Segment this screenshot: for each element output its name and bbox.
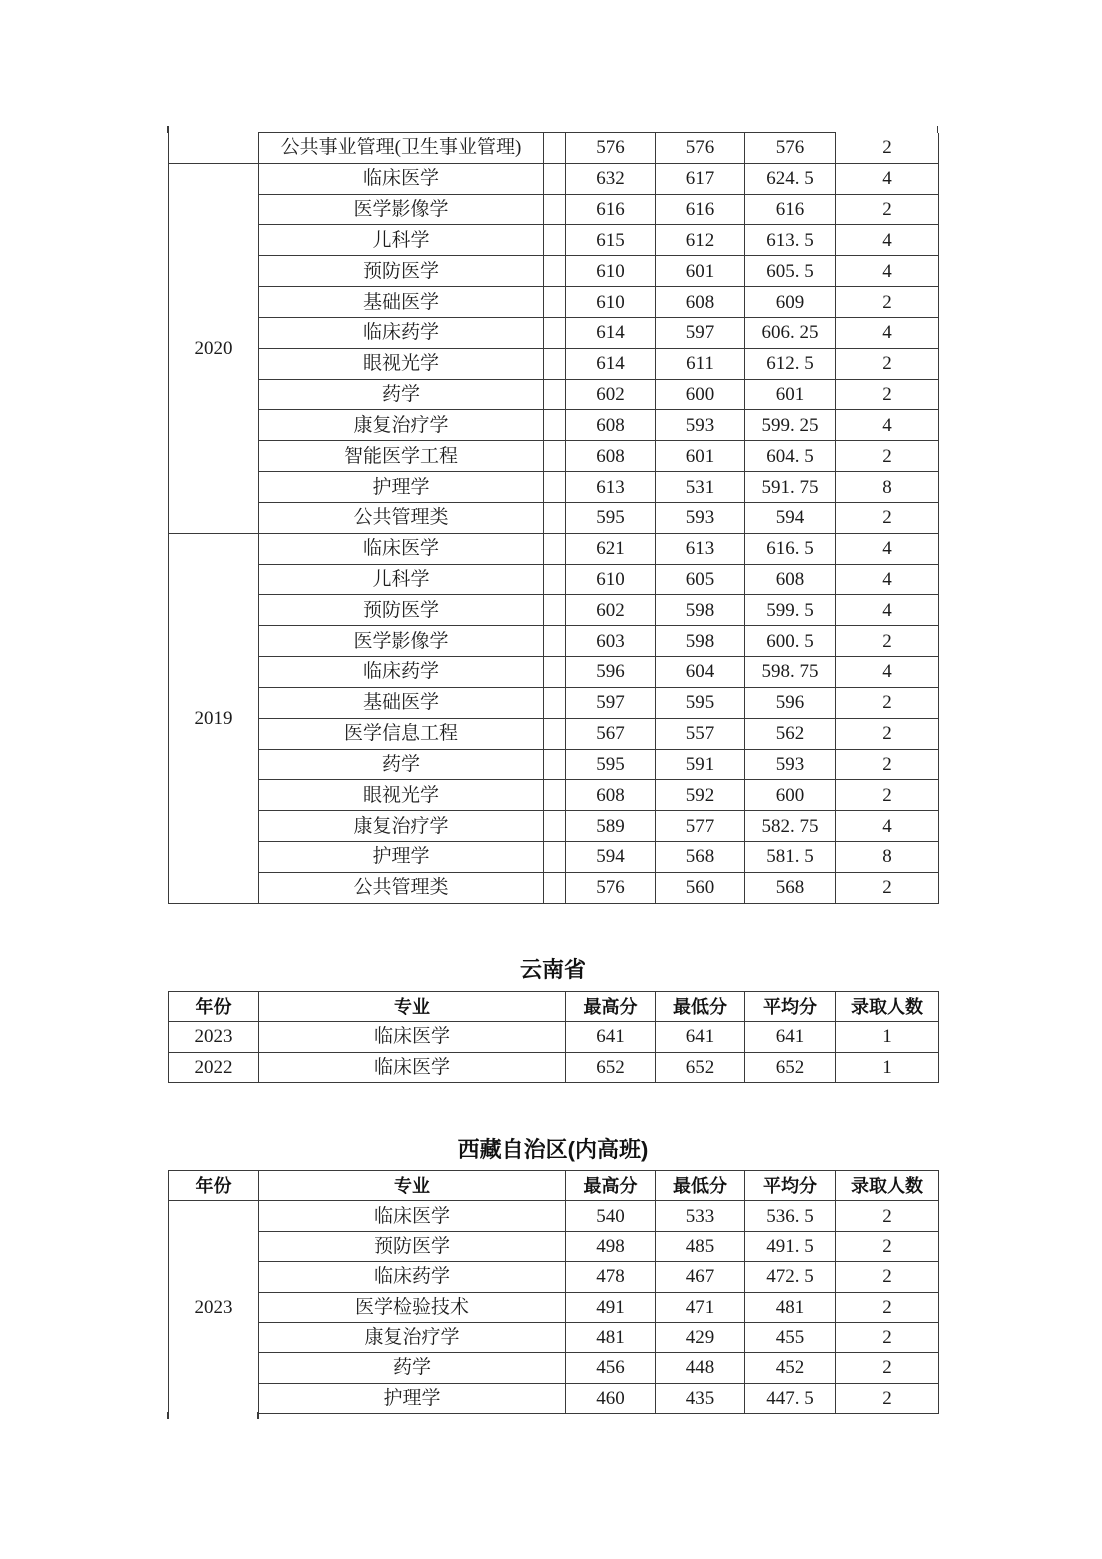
cell-avg-score: 594	[745, 502, 836, 533]
cell-min-score: 605	[656, 564, 745, 595]
spacer-cell	[544, 472, 566, 503]
cell-count: 4	[836, 256, 939, 287]
cell-max-score: 613	[566, 472, 656, 503]
table-row	[169, 410, 939, 441]
table-row	[169, 872, 939, 903]
cell-major: 临床医学	[259, 1201, 566, 1231]
cell-max-score: 614	[566, 348, 656, 379]
cell-major: 公共事业管理(卫生事业管理)	[259, 133, 544, 164]
cell-count: 2	[836, 194, 939, 225]
page-break-border-stub	[167, 1412, 169, 1419]
cell-max-score: 610	[566, 564, 656, 595]
cell-major: 医学信息工程	[259, 718, 544, 749]
cell-major: 康复治疗学	[259, 811, 544, 842]
cell-major: 临床医学	[259, 1052, 566, 1082]
column-header: 年份	[169, 992, 259, 1022]
table-row	[169, 626, 939, 657]
cell-major: 眼视光学	[259, 780, 544, 811]
cell-min-score: 641	[656, 1022, 745, 1052]
cell-avg-score: 612. 5	[745, 348, 836, 379]
cell-min-score: 598	[656, 626, 745, 657]
cell-major: 儿科学	[259, 564, 544, 595]
cell-avg-score: 472. 5	[745, 1262, 836, 1292]
cell-min-score: 604	[656, 657, 745, 688]
cell-major: 眼视光学	[259, 348, 544, 379]
header-row	[169, 992, 939, 1022]
cell-avg-score: 613. 5	[745, 225, 836, 256]
yunnan-scores-table	[168, 991, 939, 1083]
spacer-cell	[544, 842, 566, 873]
table-row	[169, 1353, 939, 1383]
scores-table	[168, 991, 939, 1083]
cell-count: 2	[836, 133, 939, 164]
cell-max-score: 610	[566, 256, 656, 287]
cell-min-score: 448	[656, 1353, 745, 1383]
cell-max-score: 576	[566, 872, 656, 903]
cell-min-score: 595	[656, 687, 745, 718]
table-row	[169, 379, 939, 410]
column-header: 平均分	[745, 992, 836, 1022]
cell-count: 4	[836, 163, 939, 194]
spacer-cell	[544, 194, 566, 225]
cell-count: 2	[836, 379, 939, 410]
cell-min-score: 435	[656, 1383, 745, 1413]
scores-table	[168, 1170, 939, 1414]
spacer-cell	[544, 657, 566, 688]
cell-max-score: 594	[566, 842, 656, 873]
spacer-cell	[544, 287, 566, 318]
cell-avg-score: 596	[745, 687, 836, 718]
cell-major: 医学影像学	[259, 626, 544, 657]
cell-min-score: 600	[656, 379, 745, 410]
cell-count: 2	[836, 441, 939, 472]
cell-max-score: 608	[566, 780, 656, 811]
table-row	[169, 749, 939, 780]
cell-min-score: 612	[656, 225, 745, 256]
table-row	[169, 718, 939, 749]
cell-min-score: 611	[656, 348, 745, 379]
spacer-cell	[544, 256, 566, 287]
cell-max-score: 641	[566, 1022, 656, 1052]
spacer-cell	[544, 626, 566, 657]
table-row	[169, 1383, 939, 1413]
cell-count: 2	[836, 1201, 939, 1231]
cell-min-score: 592	[656, 780, 745, 811]
table-row	[169, 1231, 939, 1261]
cell-min-score: 577	[656, 811, 745, 842]
cell-count: 4	[836, 533, 939, 564]
cell-major: 基础医学	[259, 687, 544, 718]
cell-avg-score: 624. 5	[745, 163, 836, 194]
table-row	[169, 163, 939, 194]
column-header: 最低分	[656, 992, 745, 1022]
cell-count: 2	[836, 1292, 939, 1322]
cell-count: 2	[836, 1383, 939, 1413]
cell-max-score: 460	[566, 1383, 656, 1413]
table-row	[169, 441, 939, 472]
cell-avg-score: 616. 5	[745, 533, 836, 564]
spacer-cell	[544, 348, 566, 379]
cell-count: 4	[836, 811, 939, 842]
spacer-cell	[544, 533, 566, 564]
cell-avg-score: 598. 75	[745, 657, 836, 688]
cell-max-score: 614	[566, 317, 656, 348]
table-row	[169, 780, 939, 811]
cell-avg-score: 652	[745, 1052, 836, 1082]
cell-min-score: 601	[656, 441, 745, 472]
cell-major: 护理学	[259, 842, 544, 873]
cell-max-score: 567	[566, 718, 656, 749]
cell-count: 2	[836, 1262, 939, 1292]
cell-major: 临床医学	[259, 1022, 566, 1052]
spacer-cell	[544, 225, 566, 256]
cell-count: 4	[836, 225, 939, 256]
cell-max-score: 481	[566, 1322, 656, 1352]
cell-max-score: 602	[566, 595, 656, 626]
spacer-cell	[544, 441, 566, 472]
cell-max-score: 608	[566, 441, 656, 472]
cell-count: 2	[836, 780, 939, 811]
table-row	[169, 533, 939, 564]
cell-major: 临床药学	[259, 1262, 566, 1292]
cell-max-score: 596	[566, 657, 656, 688]
cell-count: 1	[836, 1052, 939, 1082]
table-row	[169, 687, 939, 718]
table-row	[169, 1022, 939, 1052]
table-row	[169, 472, 939, 503]
cell-major: 医学影像学	[259, 194, 544, 225]
cell-year	[169, 133, 259, 164]
cell-min-score: 557	[656, 718, 745, 749]
cell-min-score: 593	[656, 502, 745, 533]
column-header: 平均分	[745, 1171, 836, 1201]
cell-major: 公共管理类	[259, 872, 544, 903]
cell-major: 药学	[259, 1353, 566, 1383]
cell-min-score: 471	[656, 1292, 745, 1322]
cell-avg-score: 601	[745, 379, 836, 410]
table-row	[169, 133, 939, 164]
cell-major: 护理学	[259, 472, 544, 503]
cell-avg-score: 608	[745, 564, 836, 595]
cell-count: 2	[836, 502, 939, 533]
cell-count: 2	[836, 1231, 939, 1261]
cell-major: 临床药学	[259, 657, 544, 688]
cell-max-score: 602	[566, 379, 656, 410]
cell-min-score: 531	[656, 472, 745, 503]
cell-major: 预防医学	[259, 256, 544, 287]
cell-avg-score: 562	[745, 718, 836, 749]
page-break-border-stub	[257, 1412, 259, 1419]
cell-major: 儿科学	[259, 225, 544, 256]
table-row	[169, 564, 939, 595]
spacer-cell	[544, 379, 566, 410]
spacer-cell	[544, 133, 566, 164]
cell-min-score: 616	[656, 194, 745, 225]
header-row	[169, 1171, 939, 1201]
cell-avg-score: 536. 5	[745, 1201, 836, 1231]
cell-count: 1	[836, 1022, 939, 1052]
spacer-cell	[544, 749, 566, 780]
cell-avg-score: 447. 5	[745, 1383, 836, 1413]
cell-avg-score: 641	[745, 1022, 836, 1052]
spacer-cell	[544, 872, 566, 903]
cell-count: 2	[836, 872, 939, 903]
cell-min-score: 576	[656, 133, 745, 164]
cell-max-score: 615	[566, 225, 656, 256]
table-row	[169, 842, 939, 873]
cell-max-score: 597	[566, 687, 656, 718]
cell-avg-score: 591. 75	[745, 472, 836, 503]
cell-max-score: 498	[566, 1231, 656, 1261]
cell-major: 临床药学	[259, 317, 544, 348]
cell-count: 2	[836, 718, 939, 749]
table-row	[169, 1262, 939, 1292]
cell-count: 4	[836, 564, 939, 595]
page-break-border-stub	[167, 126, 169, 133]
cell-major: 康复治疗学	[259, 410, 544, 441]
cell-avg-score: 491. 5	[745, 1231, 836, 1261]
cell-avg-score: 452	[745, 1353, 836, 1383]
cell-year: 2023	[169, 1022, 259, 1052]
cell-min-score: 568	[656, 842, 745, 873]
spacer-cell	[544, 317, 566, 348]
cell-max-score: 478	[566, 1262, 656, 1292]
cell-avg-score: 605. 5	[745, 256, 836, 287]
cell-avg-score: 600	[745, 780, 836, 811]
cell-max-score: 595	[566, 502, 656, 533]
cell-max-score: 616	[566, 194, 656, 225]
cell-avg-score: 604. 5	[745, 441, 836, 472]
cell-major: 护理学	[259, 1383, 566, 1413]
cell-max-score: 621	[566, 533, 656, 564]
cell-count: 2	[836, 1353, 939, 1383]
tibet-scores-table	[168, 1170, 939, 1414]
section-title-yunnan: 云南省	[519, 957, 586, 982]
cell-min-score: 608	[656, 287, 745, 318]
column-header: 最高分	[566, 992, 656, 1022]
column-header: 专业	[259, 992, 566, 1022]
table-row	[169, 1322, 939, 1352]
cell-max-score: 595	[566, 749, 656, 780]
cell-min-score: 601	[656, 256, 745, 287]
table-row	[169, 287, 939, 318]
cell-max-score: 632	[566, 163, 656, 194]
cell-count: 8	[836, 472, 939, 503]
cell-count: 2	[836, 626, 939, 657]
cell-max-score: 589	[566, 811, 656, 842]
table-row	[169, 348, 939, 379]
column-header: 录取人数	[836, 1171, 939, 1201]
cell-major: 预防医学	[259, 1231, 566, 1261]
table-row	[169, 1052, 939, 1082]
cell-avg-score: 609	[745, 287, 836, 318]
table-row	[169, 317, 939, 348]
table-row	[169, 1201, 939, 1231]
cell-major: 康复治疗学	[259, 1322, 566, 1352]
column-header: 录取人数	[836, 992, 939, 1022]
cell-avg-score: 581. 5	[745, 842, 836, 873]
table-row	[169, 256, 939, 287]
cell-major: 预防医学	[259, 595, 544, 626]
cell-count: 2	[836, 287, 939, 318]
column-header: 年份	[169, 1171, 259, 1201]
cell-max-score: 610	[566, 287, 656, 318]
spacer-cell	[544, 687, 566, 718]
cell-min-score: 617	[656, 163, 745, 194]
cell-count: 4	[836, 657, 939, 688]
section-title-tibet: 西藏自治区(内高班)	[457, 1137, 649, 1162]
cell-max-score: 456	[566, 1353, 656, 1383]
cell-count: 2	[836, 687, 939, 718]
table-row	[169, 194, 939, 225]
table-row	[169, 502, 939, 533]
table-row	[169, 657, 939, 688]
cell-year: 2020	[169, 163, 259, 533]
cell-avg-score: 455	[745, 1322, 836, 1352]
cell-major: 智能医学工程	[259, 441, 544, 472]
table-row	[169, 225, 939, 256]
spacer-cell	[544, 780, 566, 811]
spacer-cell	[544, 718, 566, 749]
column-header: 最低分	[656, 1171, 745, 1201]
cell-count: 2	[836, 1322, 939, 1352]
cell-avg-score: 582. 75	[745, 811, 836, 842]
spacer-cell	[544, 564, 566, 595]
cell-count: 4	[836, 410, 939, 441]
cell-year: 2019	[169, 533, 259, 903]
cell-avg-score: 568	[745, 872, 836, 903]
admission-scores-table-continued	[168, 132, 939, 904]
cell-major: 药学	[259, 379, 544, 410]
cell-major: 临床医学	[259, 533, 544, 564]
table-row	[169, 1292, 939, 1322]
cell-min-score: 597	[656, 317, 745, 348]
cell-max-score: 652	[566, 1052, 656, 1082]
cell-major: 基础医学	[259, 287, 544, 318]
cell-avg-score: 606. 25	[745, 317, 836, 348]
cell-year: 2022	[169, 1052, 259, 1082]
cell-count: 4	[836, 317, 939, 348]
cell-avg-score: 616	[745, 194, 836, 225]
table-row	[169, 595, 939, 626]
cell-avg-score: 576	[745, 133, 836, 164]
cell-avg-score: 600. 5	[745, 626, 836, 657]
column-header: 专业	[259, 1171, 566, 1201]
cell-max-score: 491	[566, 1292, 656, 1322]
cell-max-score: 540	[566, 1201, 656, 1231]
cell-avg-score: 599. 25	[745, 410, 836, 441]
cell-avg-score: 599. 5	[745, 595, 836, 626]
cell-min-score: 593	[656, 410, 745, 441]
cell-count: 2	[836, 749, 939, 780]
cell-min-score: 652	[656, 1052, 745, 1082]
spacer-cell	[544, 811, 566, 842]
cell-max-score: 603	[566, 626, 656, 657]
cell-min-score: 591	[656, 749, 745, 780]
cell-max-score: 576	[566, 133, 656, 164]
spacer-cell	[544, 163, 566, 194]
cell-major: 药学	[259, 749, 544, 780]
cell-min-score: 467	[656, 1262, 745, 1292]
cell-avg-score: 481	[745, 1292, 836, 1322]
cell-major: 医学检验技术	[259, 1292, 566, 1322]
page-break-border-stub	[937, 126, 939, 133]
scores-table	[168, 132, 939, 904]
cell-max-score: 608	[566, 410, 656, 441]
cell-min-score: 598	[656, 595, 745, 626]
table-row	[169, 811, 939, 842]
cell-count: 2	[836, 348, 939, 379]
cell-major: 公共管理类	[259, 502, 544, 533]
cell-min-score: 613	[656, 533, 745, 564]
cell-avg-score: 593	[745, 749, 836, 780]
column-header: 最高分	[566, 1171, 656, 1201]
cell-min-score: 533	[656, 1201, 745, 1231]
spacer-cell	[544, 595, 566, 626]
spacer-cell	[544, 410, 566, 441]
cell-major: 临床医学	[259, 163, 544, 194]
cell-count: 4	[836, 595, 939, 626]
spacer-cell	[544, 502, 566, 533]
cell-min-score: 429	[656, 1322, 745, 1352]
cell-year: 2023	[169, 1201, 259, 1414]
cell-count: 8	[836, 842, 939, 873]
cell-min-score: 560	[656, 872, 745, 903]
cell-min-score: 485	[656, 1231, 745, 1261]
